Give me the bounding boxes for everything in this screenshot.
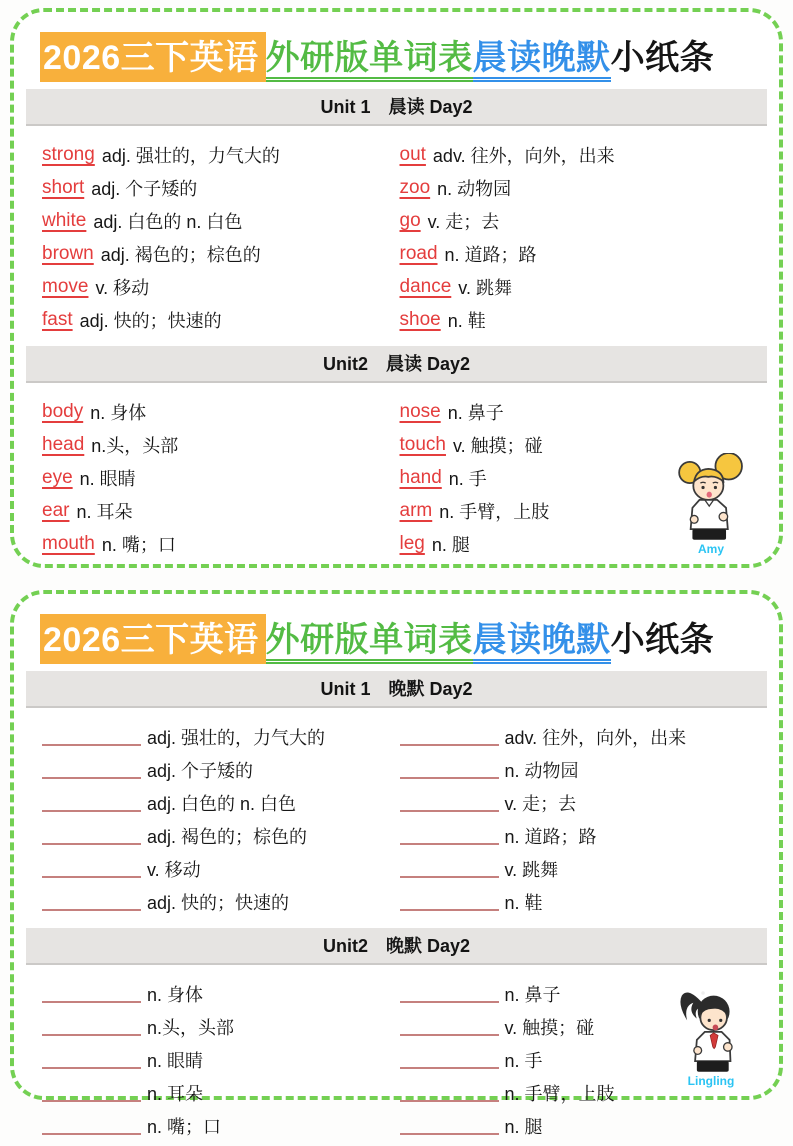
dictation-entry [42,1076,394,1109]
dictation-entry [400,852,752,885]
english-word: strong [42,143,95,165]
answer-blank-line [42,859,141,878]
word-entry [400,171,752,204]
definition-text: n. 手 [504,1050,543,1071]
definition-text: n. 道路；路 [444,244,537,265]
word-entry [42,461,394,494]
section-header-unit2-read: Unit2 晨读 Day2 [26,346,767,383]
word-entry [400,270,752,303]
definition-text: n. 动物园 [437,178,512,199]
english-word: white [42,209,87,231]
word-column-left [42,395,394,560]
word-column-right [400,395,752,560]
title-mode-label: 晨读晚默 [473,39,611,82]
answer-blank-line [400,727,499,746]
definition-text: n. 耳朵 [147,1083,204,1104]
word-list-unit2-read [40,387,753,564]
word-entry [42,303,394,336]
english-word: ear [42,499,70,521]
page-title [40,616,753,665]
definition-text: n. 嘴；口 [147,1116,222,1137]
section-header-unit1-read: Unit 1 晨读 Day2 [26,89,767,126]
section-header-unit1-write: Unit 1 晚默 Day2 [26,671,767,708]
lingling-name-label: Lingling [687,1074,735,1088]
definition-text: adj. 白色的 n. 白色 [147,793,297,814]
english-word: touch [399,433,446,455]
word-entry [42,428,394,461]
answer-blank-line [42,892,141,911]
answer-blank-line [400,1050,499,1069]
word-entry [42,494,394,527]
word-column-right [400,720,752,918]
definition-text: n. 鼻子 [447,402,504,423]
title-grade-highlight: 2026三下英语 [40,614,266,664]
answer-blank-line [42,793,141,812]
dictation-entry [42,720,394,753]
definition-text: n. 耳朵 [76,501,133,522]
english-word: fast [42,308,73,330]
word-entry [42,171,394,204]
word-entry [42,237,394,270]
amy-name-label: Amy [697,542,724,556]
dictation-entry [400,786,752,819]
definition-text: n. 眼睛 [79,468,136,489]
definition-text: n. 眼睛 [147,1050,204,1071]
definition-text: v. 走；去 [504,793,577,814]
english-word: out [399,143,426,165]
dictation-entry [400,1043,752,1076]
definition-text: adj. 褐色的；棕色的 [100,244,261,265]
dictation-entry [42,1109,394,1142]
english-word: short [42,176,85,198]
word-entry [400,527,752,560]
definition-text: n. 身体 [90,402,147,423]
english-word: dance [399,275,452,297]
word-list-unit2-write [40,969,753,1146]
word-entry [42,204,394,237]
definition-text: n. 鞋 [447,310,486,331]
dictation-entry [42,1043,394,1076]
english-word: arm [399,499,433,521]
definition-text: n. 动物园 [504,760,579,781]
dictation-entry [400,819,752,852]
title-textbook-label: 外研版单词表 [266,621,473,664]
english-word: brown [42,242,94,264]
dictation-entry [400,1010,752,1043]
answer-blank-line [42,984,141,1003]
title-textbook-label: 外研版单词表 [266,39,473,82]
dictation-entry [400,885,752,918]
answer-blank-line [400,793,499,812]
answer-blank-line [42,1116,141,1135]
title-grade-highlight: 2026三下英语 [40,32,266,82]
word-column-right [400,977,752,1142]
dictation-entry [42,977,394,1010]
definition-text: adj. 个子矮的 [147,760,254,781]
definition-text: v. 移动 [147,859,201,880]
word-list-unit1-read [40,130,753,340]
page-title [40,34,753,83]
definition-text: n. 鼻子 [504,984,561,1005]
definition-text: adj. 褐色的；棕色的 [147,826,308,847]
definition-text: n.头，头部 [147,1017,235,1038]
dictation-entry [42,1010,394,1043]
word-entry [42,395,394,428]
answer-blank-line [400,1017,499,1036]
dictation-entry [42,819,394,852]
dictation-entry [42,786,394,819]
title-mode-label: 晨读晚默 [473,621,611,664]
definition-text: adj. 强壮的，力气大的 [101,145,280,166]
definition-text: adv. 往外，向外，出来 [504,727,687,748]
word-entry [400,303,752,336]
definition-text: n. 手臂，上肢 [439,501,550,522]
panel-evening-dictation [10,590,783,1137]
dictation-entry [400,977,752,1010]
english-word: head [42,433,85,455]
definition-text: v. 走；去 [427,211,500,232]
english-word: road [399,242,438,264]
answer-blank-line [400,984,499,1003]
definition-text: n. 鞋 [504,892,543,913]
title-suffix-label: 小纸条 [610,39,715,77]
definition-text: n.头，头部 [91,435,179,456]
english-word: nose [399,400,441,422]
answer-blank-line [42,727,141,746]
english-word: move [42,275,89,297]
english-word: leg [399,532,425,554]
definition-text: v. 移动 [95,277,150,298]
answer-blank-line [42,1083,141,1102]
dictation-entry [400,720,752,753]
english-word: shoe [399,308,441,330]
word-entry [400,461,752,494]
answer-blank-line [42,1050,141,1069]
definition-text: v. 跳舞 [458,277,512,298]
answer-blank-line [400,859,499,878]
word-entry [42,270,394,303]
definition-text: adj. 白色的 n. 白色 [93,211,243,232]
definition-text: n. 道路；路 [504,826,597,847]
word-entry [42,527,394,560]
definition-text: n. 腿 [504,1116,543,1137]
word-entry [400,494,752,527]
definition-text: v. 触摸；碰 [504,1017,595,1038]
answer-blank-line [400,892,499,911]
definition-text: adv. 往外，向外，出来 [432,145,615,166]
definition-text: adj. 快的；快速的 [79,310,222,331]
answer-blank-line [400,826,499,845]
answer-blank-line [400,760,499,779]
definition-text: n. 嘴；口 [101,534,176,555]
answer-blank-line [42,826,141,845]
title-suffix-label: 小纸条 [610,621,715,659]
word-entry [400,237,752,270]
answer-blank-line [42,1017,141,1036]
word-list-unit1-write [40,712,753,922]
word-entry [400,428,752,461]
definition-text: adj. 强壮的，力气大的 [147,727,326,748]
definition-text: n. 手 [448,468,487,489]
definition-text: v. 触摸；碰 [452,435,543,456]
section-header-unit2-write: Unit2 晚默 Day2 [26,928,767,965]
word-entry [400,395,752,428]
definition-text: n. 手臂，上肢 [504,1083,615,1104]
english-word: eye [42,466,73,488]
english-word: hand [399,466,442,488]
word-column-left [42,977,394,1142]
word-entry [400,204,752,237]
definition-text: adj. 个子矮的 [91,178,198,199]
answer-blank-line [400,1116,499,1135]
english-word: body [42,400,84,422]
word-column-left [42,720,394,918]
panel-morning-reading [10,8,783,568]
dictation-entry [400,1076,752,1109]
word-entry [42,138,394,171]
english-word: zoo [399,176,431,198]
definition-text: v. 跳舞 [504,859,559,880]
dictation-entry [42,885,394,918]
dictation-entry [400,753,752,786]
answer-blank-line [400,1083,499,1102]
definition-text: n. 腿 [431,534,470,555]
english-word: mouth [42,532,95,554]
answer-blank-line [42,760,141,779]
dictation-entry [400,1109,752,1142]
word-column-left [42,138,394,336]
word-column-right [400,138,752,336]
word-entry [400,138,752,171]
dictation-entry [42,852,394,885]
definition-text: n. 身体 [147,984,204,1005]
english-word: go [399,209,421,231]
definition-text: adj. 快的；快速的 [147,892,290,913]
dictation-entry [42,753,394,786]
